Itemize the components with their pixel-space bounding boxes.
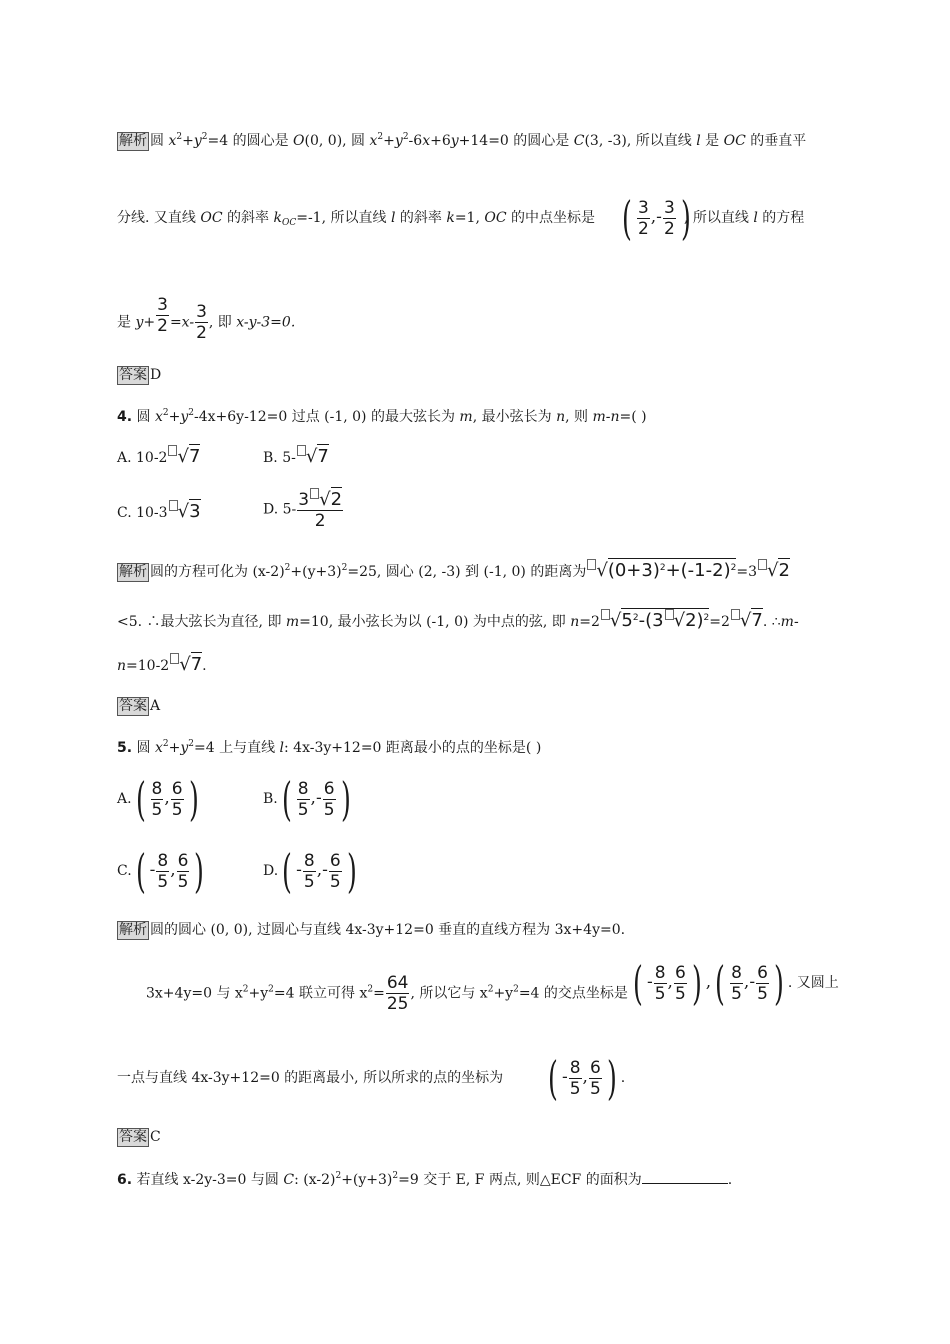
- q5-option-d[interactable]: D.( - $\frac{8}{5}$ ,- $\frac{6}{5}$ ): [263, 844, 357, 898]
- q5-analysis-line1: 解析 圆的圆心 (0, 0), 过圆心与直线 4x-3y+12=0 垂直的直线方程为 3x+4y=0.: [119, 922, 626, 938]
- q4-option-b[interactable]: B. 5- √7: [263, 446, 329, 467]
- q5-analysis-line2: 3x+4y=0 与 $x^2+y^2=4$ 联立可得 $x^2=$ $\frac{64}{25}$ , 所以它与 $x^2+y^2=4$ 的交点坐标是: [146, 973, 628, 1014]
- q3-analysis-line2-tail: , 所以直线 l 的方程: [684, 210, 805, 226]
- q4-stem: 4. 圆 $x^2+y^2-4x+6y-12=0$ 过点 (-1, 0) 的最大弦长为 m, 最小弦长为 n, 则 m-n=( ): [117, 408, 647, 425]
- q4-answer: 答案 A: [119, 698, 161, 714]
- q5-intersection-points: ( - $\frac{8}{5}$ , $\frac{6}{5}$ ) ,( $\frac{8}{5}$ ,- $\frac{6}{5}$ ) . 又圆上: [633, 956, 839, 1010]
- q4-analysis-line3: n=10-2 √7.: [117, 654, 207, 675]
- q4-analysis-line1: 解析 圆的方程可化为 $(x-2)^2+(y+3)^2=25$, 圆心 (2, -3) 到 (-1, 0) 的距离为 $√(0+3)^2+(-1-2)^2=3$ √2: [119, 560, 790, 581]
- q5-option-a[interactable]: A.( $\frac{8}{5}$ , $\frac{6}{5}$ ): [117, 772, 199, 826]
- q5-result-point: ( - $\frac{8}{5}$ , $\frac{6}{5}$ ) .: [548, 1051, 626, 1105]
- q6-stem: 6. 若直线 x-2y-3=0 与圆 C: $(x-2)^2+(y+3)^2=9$ 交于 E, F 两点, 则△ECF 的面积为 .: [117, 1171, 733, 1188]
- q4-option-a[interactable]: A. 10-2 √7: [117, 446, 201, 467]
- q3-analysis-line3: 是 y+ $\frac{3}{2}$ =x- $\frac{3}{2}$ , 即 x-y-3=0.: [117, 295, 296, 343]
- q5-option-c[interactable]: C.( - $\frac{8}{5}$ , $\frac{6}{5}$ ): [117, 844, 205, 898]
- q3-analysis-line1: 解析 圆 $x^2+y^2=4$ 的圆心是 O(0, 0), 圆 $x^2+y^2-6x+6y+14=0$ 的圆心是 C(3, -3), 所以直线 l 是 OC 的垂直平: [119, 132, 807, 149]
- q3-midpoint-coords: ( $\frac{3}{2}$ ,- $\frac{3}{2}$ ): [622, 191, 691, 245]
- q5-answer: 答案 C: [119, 1129, 161, 1145]
- q6-answer-blank[interactable]: [642, 1183, 728, 1184]
- analysis-label: 解析: [119, 133, 147, 149]
- q4-option-c[interactable]: C. 10-3 √3: [117, 501, 201, 522]
- q5-option-b[interactable]: B.( $\frac{8}{5}$ ,- $\frac{6}{5}$ ): [263, 772, 351, 826]
- q4-option-d[interactable]: D. 5- $\frac{3 √2}{2}$: [263, 489, 343, 531]
- answer-label: 答案: [119, 367, 147, 383]
- q4-analysis-line2: <5. ∴最大弦长为直径, 即 m=10, 最小弦长为以 (-1, 0) 为中点的弦, 即 n=2 $√5^2-(3$ √2)$^2$=2 √7. ∴m-: [117, 610, 799, 631]
- q3-analysis-line2: 分线. 又直线 OC 的斜率 $k_{OC}=-1$, 所以直线 l 的斜率 k=1, OC 的中点坐标是: [117, 210, 596, 228]
- q5-stem: 5. 圆 $x^2+y^2=4$ 上与直线 l: 4x-3y+12=0 距离最小的点的坐标是( ): [117, 739, 542, 756]
- q3-answer: 答案 D: [119, 367, 162, 383]
- q5-analysis-line3: 一点与直线 4x-3y+12=0 的距离最小, 所以所求的点的坐标为: [117, 1070, 504, 1086]
